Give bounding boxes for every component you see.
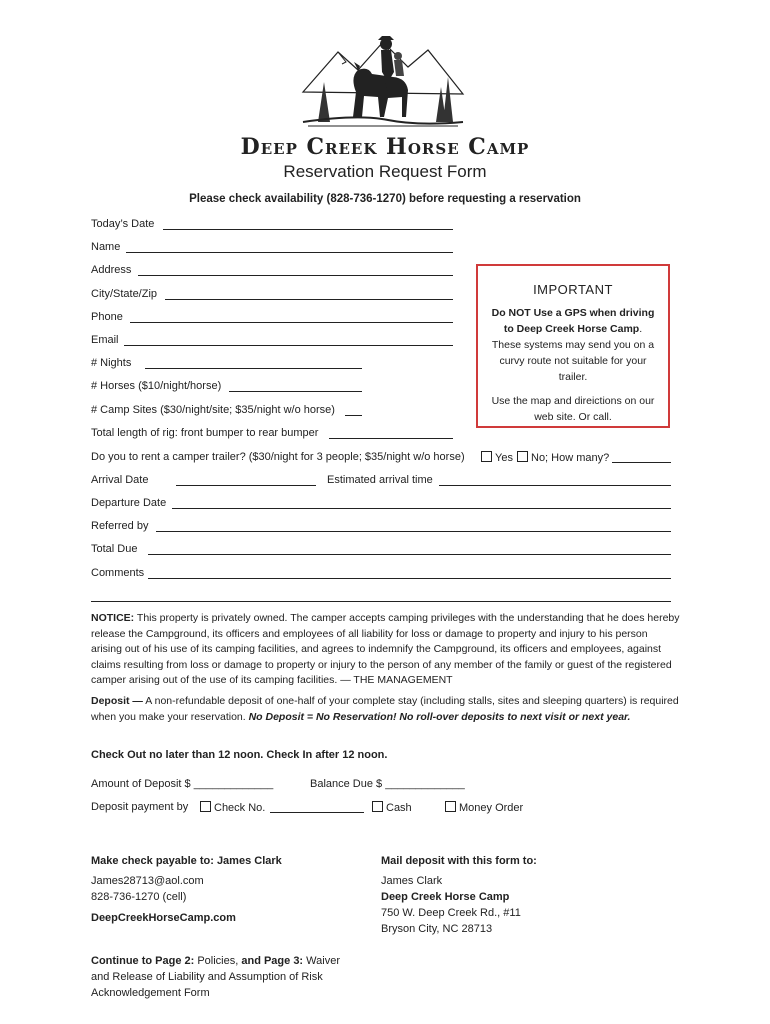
email-field[interactable]: [124, 345, 453, 346]
continue-text1: Policies,: [194, 955, 242, 967]
notice-label: NOTICE:: [91, 612, 135, 624]
arrival-time-field[interactable]: [439, 485, 671, 486]
continue-note: [91, 953, 361, 1001]
departure-date-label: Departure Date: [91, 497, 167, 509]
todays-date-label: Today’s Date: [91, 218, 155, 230]
horses-label: # Horses ($10/night/horse): [91, 380, 222, 392]
address-label: Address: [91, 264, 132, 276]
city-state-zip-field[interactable]: [165, 299, 453, 300]
money-order-option[interactable]: [445, 801, 523, 814]
balance-due-field[interactable]: Balance Due $ _____________: [310, 778, 465, 790]
gps-warning-box: [476, 264, 670, 428]
arrival-date-field[interactable]: [176, 485, 316, 486]
todays-date-field[interactable]: [163, 229, 453, 230]
deposit-label: Deposit —: [91, 695, 143, 707]
no-checkbox[interactable]: [517, 451, 528, 462]
camper-yes-option[interactable]: [481, 451, 513, 464]
referred-by-field[interactable]: [156, 531, 671, 532]
payable-heading: Make check payable to: James Clark: [91, 855, 282, 867]
availability-note: Please check availability (828-736-1270) before requesting a reservation: [189, 193, 581, 205]
camp-name-logo: Deep Creek Horse Camp: [240, 134, 530, 160]
mail-org: Deep Creek Horse Camp: [381, 891, 510, 903]
comments-label: Comments: [91, 567, 145, 579]
continue-page2-label: Continue to Page 2:: [91, 955, 195, 967]
rig-length-label: Total length of rig: front bumper to rear bumper: [91, 427, 319, 439]
map-directions-text: Use the map and direictions on our web site. Or call.: [491, 395, 655, 423]
comments-field-line-2[interactable]: [91, 601, 671, 602]
name-label: Name: [91, 241, 121, 253]
city-state-zip-label: City/State/Zip: [91, 288, 158, 300]
yes-label: Yes: [495, 452, 513, 464]
horse-rider-logo: [298, 22, 468, 132]
deposit-payment-label: Deposit payment by: [91, 801, 189, 813]
arrival-time-label: Estimated arrival time: [327, 474, 433, 486]
important-heading: IMPORTANT: [533, 282, 613, 297]
mail-city: Bryson City, NC 28713: [381, 923, 493, 935]
rig-length-field[interactable]: [329, 438, 453, 439]
check-option[interactable]: [200, 801, 265, 814]
check-number-field[interactable]: [270, 812, 364, 813]
address-field[interactable]: [138, 275, 453, 276]
gps-warning-text: [488, 305, 658, 385]
money-order-label: Money Order: [459, 802, 524, 814]
yes-checkbox[interactable]: [481, 451, 492, 462]
cash-label: Cash: [386, 802, 412, 814]
no-deposit-warning: No Deposit = No Reservation! No roll-over deposits to next visit or next year.: [248, 710, 631, 723]
payable-email: James28713@aol.com: [91, 875, 204, 887]
website-link[interactable]: DeepCreekHorseCamp.com: [91, 912, 236, 924]
referred-by-label: Referred by: [91, 520, 149, 532]
cash-checkbox[interactable]: [372, 801, 383, 812]
continue-page3-label: and Page 3:: [241, 955, 304, 967]
camper-question: Do you to rent a camper trailer? ($30/night for 3 people; $35/night w/o horse): [91, 451, 465, 463]
phone-field[interactable]: [130, 322, 453, 323]
total-due-label: Total Due: [91, 543, 138, 555]
horses-field[interactable]: [229, 391, 362, 392]
camper-no-option[interactable]: [517, 451, 609, 464]
continue-text2: Waiver and Release of Liability and Assumption of Risk Acknowledgement Form: [91, 955, 340, 999]
nights-label: # Nights: [91, 357, 132, 369]
deposit-paragraph: [91, 694, 681, 725]
email-label: Email: [91, 334, 119, 346]
no-label: No; How many?: [531, 452, 610, 464]
check-no-label: Check No.: [214, 802, 266, 814]
mail-street: 750 W. Deep Creek Rd., #11: [381, 907, 521, 919]
camper-count-field[interactable]: [612, 462, 671, 463]
checkin-checkout-note: Check Out no later than 12 noon. Check In after 12 noon.: [91, 749, 388, 761]
phone-label: Phone: [91, 311, 123, 323]
check-checkbox[interactable]: [200, 801, 211, 812]
nights-field[interactable]: [145, 368, 362, 369]
gps-warning-rest: . These systems may send you on a curvy route not suitable for your trailer.: [491, 323, 655, 383]
amount-of-deposit-field[interactable]: Amount of Deposit $ _____________: [91, 778, 274, 790]
comments-field[interactable]: [148, 578, 671, 579]
mail-name: James Clark: [381, 875, 443, 887]
deposit-text: A non-refundable deposit of one-half of your complete stay (including stalls, sites and sleeping quarters) is required when you make your reservation.: [91, 695, 679, 723]
arrival-date-label: Arrival Date: [91, 474, 149, 486]
name-field[interactable]: [126, 252, 453, 253]
notice-text: This property is privately owned. The camper accepts camping privileges with the understanding that he does hereby release the Campground, its officers and employees of all liability for loss or damage to property and injury to his person arising out of his use of its camping facilities, and agrees to indemnify the Campground, its officers and employees, against claims resulting from loss or damage to property or injury to the person of any member of the family or guest of the registered camper arising out of the use of its camping facilities. — THE MANAGEMENT: [91, 612, 680, 686]
money-order-checkbox[interactable]: [445, 801, 456, 812]
cash-option[interactable]: [372, 801, 412, 814]
camp-sites-label: # Camp Sites ($30/night/site; $35/night w/o horse): [91, 404, 335, 416]
gps-warning-bold: Do NOT Use a GPS when driving to Deep Creek Horse Camp: [491, 307, 655, 335]
camp-sites-field[interactable]: [345, 415, 362, 416]
total-due-field[interactable]: [148, 554, 671, 555]
mail-heading: Mail deposit with this form to:: [381, 855, 537, 867]
form-title: Reservation Request Form: [283, 162, 487, 181]
payable-phone: 828-736-1270 (cell): [91, 891, 187, 903]
departure-date-field[interactable]: [172, 508, 671, 509]
notice-paragraph: [91, 611, 681, 689]
